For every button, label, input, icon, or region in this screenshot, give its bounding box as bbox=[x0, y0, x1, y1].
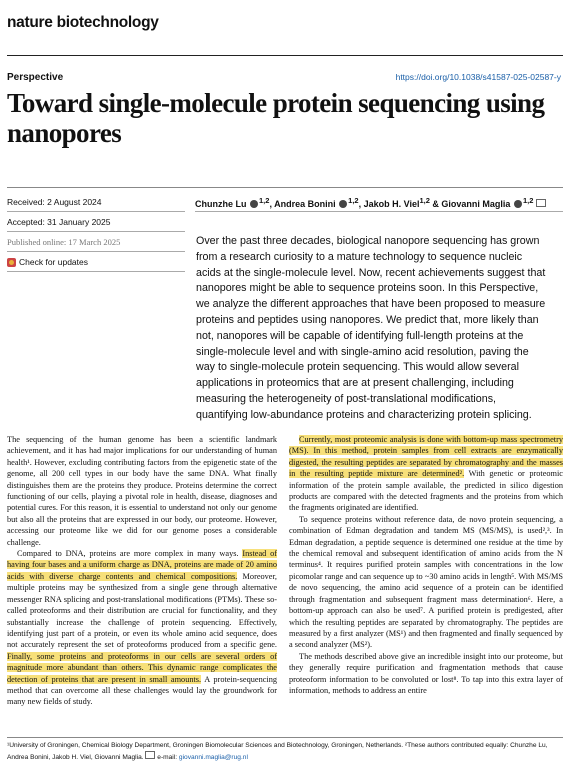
author-affiliation: 1,2 bbox=[348, 196, 359, 205]
footnote-divider bbox=[7, 737, 563, 738]
text-span: Compared to DNA, proteins are more complex in many ways. bbox=[17, 549, 243, 559]
meta-divider bbox=[7, 271, 185, 272]
orcid-icon[interactable] bbox=[339, 200, 347, 208]
meta-divider bbox=[7, 251, 185, 252]
published-date: Published online: 17 March 2025 bbox=[7, 237, 121, 247]
accepted-date: Accepted: 31 January 2025 bbox=[7, 217, 111, 227]
journal-name: nature biotechnology bbox=[7, 14, 159, 31]
body-column-left bbox=[7, 434, 277, 708]
article-type: Perspective bbox=[7, 72, 64, 83]
check-updates-label: Check for updates bbox=[19, 257, 88, 267]
footnote bbox=[7, 741, 563, 762]
author-name: Giovanni Maglia bbox=[441, 199, 511, 209]
highlighted-text: Finally, some proteins and proteoforms in our cells are several orders of magnitude more abundant than others. This dynamic range complicates the detection of proteins that are present in small amounts. bbox=[7, 651, 277, 684]
author-affiliation: 1,2 bbox=[419, 196, 430, 205]
orcid-icon[interactable] bbox=[250, 200, 258, 208]
header-divider bbox=[7, 55, 563, 56]
check-updates-button[interactable] bbox=[7, 257, 88, 267]
email-icon bbox=[145, 751, 155, 759]
received-date: Received: 2 August 2024 bbox=[7, 197, 102, 207]
email-icon[interactable] bbox=[536, 199, 546, 207]
paragraph bbox=[289, 434, 563, 514]
email-link[interactable]: giovanni.maglia@rug.nl bbox=[178, 753, 248, 761]
author-affiliation: 1,2 bbox=[259, 196, 270, 205]
email-label: e-mail: bbox=[157, 753, 178, 761]
author-name: Andrea Bonini bbox=[274, 199, 336, 209]
paragraph: The methods described above give an incredible insight into our proteome, but they generally require purification and fragmentation methods that cause proteoform information to be convoluted or lost⁸. To tap into this extra layer of information, methods to address an entire bbox=[289, 651, 563, 695]
abstract: Over the past three decades, biological nanopore sequencing has grown from a research curiosity to a mature technology to sequence nucleic acids at the single-molecule level. Now, recent achievements suggest that nanopores might be able to sequence proteins soon. In this Perspective, we analyze the different approaches that have been proposed to measure proteins and peptides using nanopores. We predict that, more likely than not, nanopores will be capable of identifying full-length proteins at the single-molecule level and with single-amino acid resolution, paving the way to single-molecule protein sequencing. This would allow several applications in proteomics that are at present challenging, including measuring the heterogeneity of post-translational modifications, quantifying low-abundance proteins and characterizing protein splicing. bbox=[196, 235, 546, 421]
text-span: Moreover, multiple proteins may be synthesized from a single gene through alternative messenger RNA splicing and post-translational modifications (PTMs). These so-called proteoforms and their distribution are crucial for functionality, and they substantially increase the challenge of protein sequencing. Effectively, identifying just part of a protein, or even its whole amino acid sequence, does not accurately represent the set of proteoforms produced from a specific gene. bbox=[7, 571, 277, 650]
meta-divider bbox=[7, 231, 185, 232]
text-span: A protein-sequencing method that can overcome all these challenges would lay the groundwork for many new fields of study. bbox=[7, 674, 277, 707]
author-list: Chunzhe Lu $^{1,2}$, Andrea Bonini $^{1,2}$, Jakob H. Viel$^{1,2}$ & Giovanni Maglia $^{1,2}$ bbox=[195, 196, 546, 209]
doi-link[interactable]: https://doi.org/10.1038/s41587-025-02587-y bbox=[395, 72, 561, 82]
text-span: With genetic or proteomic information of the protein sample available, the predicted in silico digestion products are compared with the detected fragments and the proteins from which the fragments originated are identified. bbox=[289, 469, 563, 513]
title-divider bbox=[7, 187, 563, 188]
paragraph: To sequence proteins without reference data, de novo protein sequencing, a combination of Edman degradation and tandem MS (MS/MS), is used²,³. In Edman degradation, a peptide sequence is determined one residue at the time by the chemical removal and subsequent identification of amino acids from the N terminus⁴. It requires purified protein samples with concentrations in the low picomolar range and can sequence up to ~30 amino acids in length⁵. With MS/MS de novo sequencing, the amino acid sequence of a protein can be identified through fragmentation and subsequent fragment mass determination⁶. Here, a bottom-up approach can also be used⁷. A purified protein is predigested, after which the resulting peptides are separated by chromatography. The peptides are measured by a first analyzer (MS¹) and then fragmented and finally sequenced by a second analyzer (MS²). bbox=[289, 514, 563, 650]
meta-divider bbox=[7, 211, 185, 212]
article-title: Toward single-molecule protein sequencing using nanopores bbox=[7, 88, 545, 148]
paragraph: The sequencing of the human genome has been a scientific landmark achievement, and it has had major implications for our understanding of human health¹. However, excluding contributing factors from the epigenetic state of the genome, all 200 cell types in our body have the same DNA. What finally distinguishes them are the proteins they produce. Proteins determine the correct functioning of our cells, playing a pivotal role in health, disease, diagnoses and potential cures. For this reason, it is essential to understand not only our genome but also all the proteins that are expressed in our body, our proteome. However, accessing our proteome like we did for our genome poses a considerable challenge. bbox=[7, 435, 277, 547]
paragraph bbox=[7, 548, 277, 708]
author-name: Jakob H. Viel bbox=[363, 199, 420, 209]
highlighted-text: Currently, most proteomic analysis is done with bottom-up mass spectrometry (MS). In this method, protein samples from cell extracts are enzymatically digested, the resulting peptides are separated by chromatography and the masses in the resulting peptide mixture are determined². bbox=[289, 435, 563, 479]
author-name: Chunzhe Lu bbox=[195, 199, 247, 209]
body-column-right bbox=[289, 434, 563, 696]
orcid-icon[interactable] bbox=[514, 200, 522, 208]
author-divider bbox=[195, 211, 563, 212]
affiliation-note: ¹University of Groningen, Chemical Biology Department, Groningen Biomolecular Sciences and Biotechnology, Groningen, Netherlands. ²These authors contributed equally: Chunzhe Lu, Andrea Bonini, Jakob H. Viel, Giovanni Maglia. bbox=[7, 742, 548, 761]
author-affiliation: 1,2 bbox=[522, 196, 534, 205]
highlighted-text: Instead of having four bases and a uniform charge as DNA, proteins are made of 20 amino acids with diverse charge contents and chemical compositions. bbox=[7, 549, 277, 581]
check-updates-icon bbox=[7, 258, 16, 267]
